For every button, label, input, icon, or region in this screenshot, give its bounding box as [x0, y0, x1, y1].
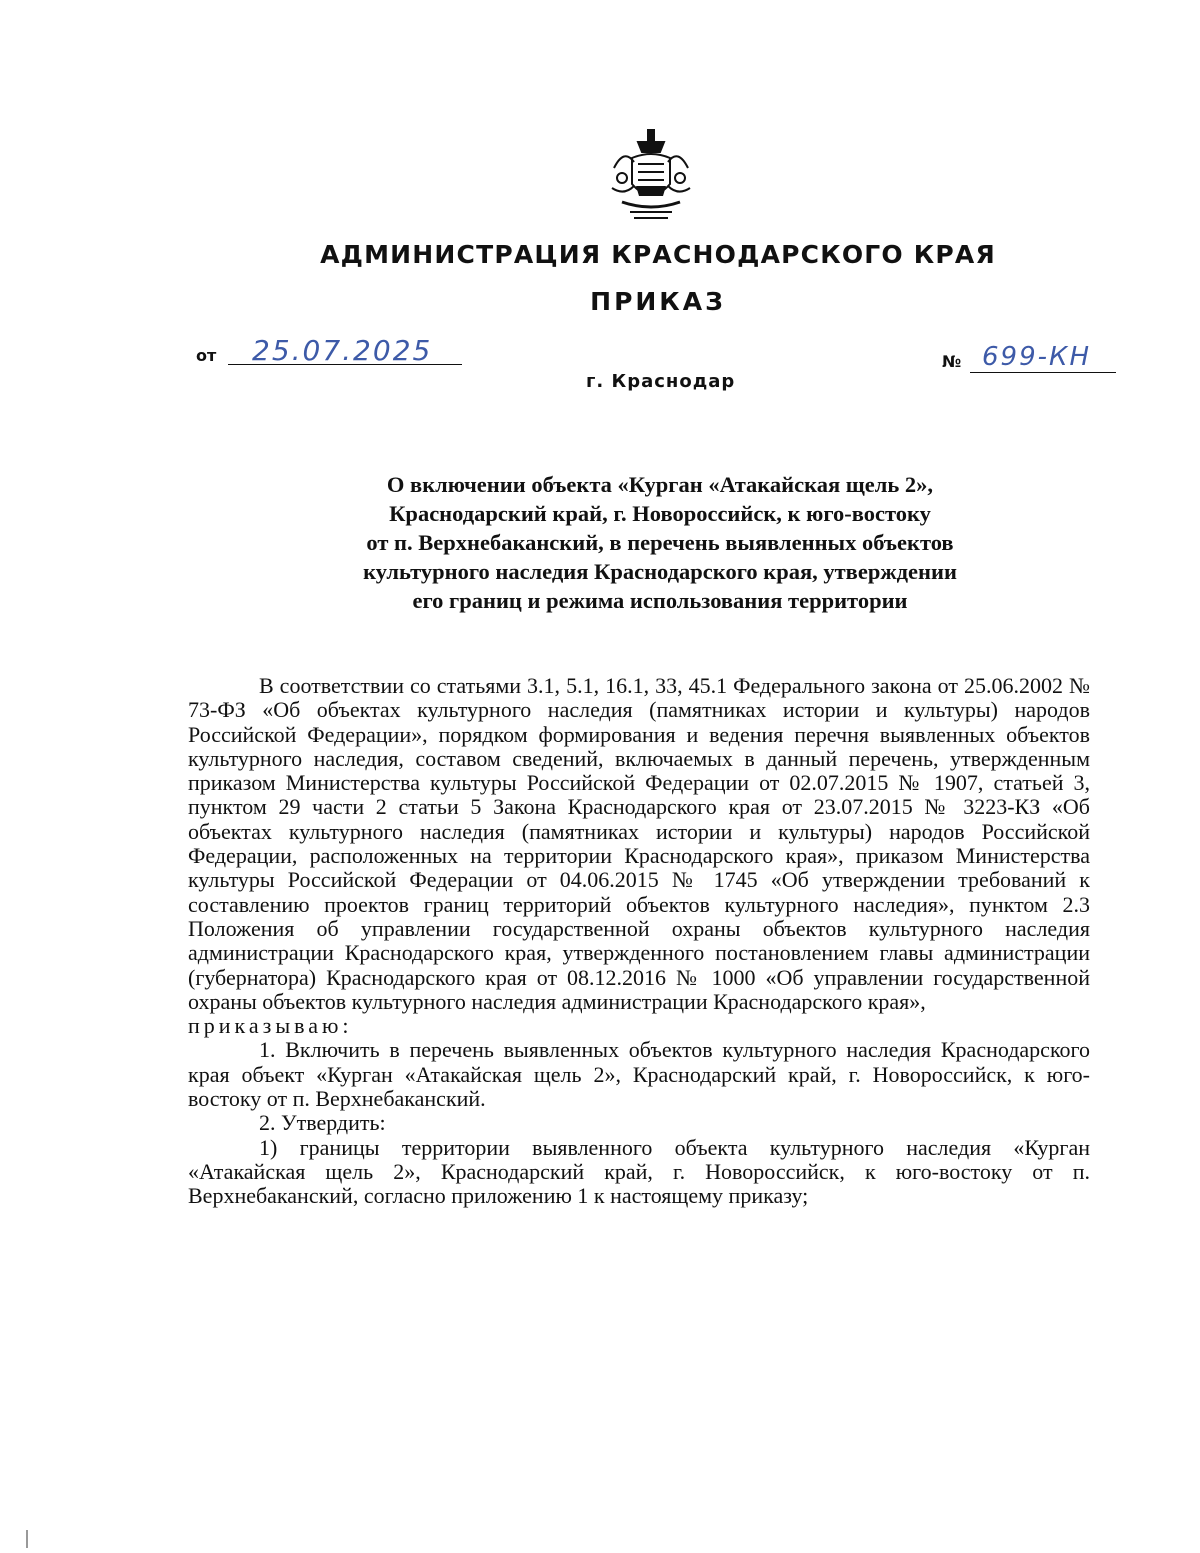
item-2-paragraph: 2. Утвердить:: [259, 1110, 386, 1136]
organization-name: АДМИНИСТРАЦИЯ КРАСНОДАРСКОГО КРАЯ: [320, 240, 996, 269]
handwritten-date: 25.07.2025: [252, 334, 433, 367]
number-label: №: [942, 352, 962, 371]
order-word: приказываю:: [188, 1013, 353, 1039]
document-body: [188, 674, 1090, 1209]
title-line: Краснодарский край, г. Новороссийск, к юго-востоку: [389, 501, 931, 526]
title-line: О включении объекта «Курган «Атакайская щель 2»,: [386, 472, 934, 497]
item-2-1-paragraph: 1) границы территории выявленного объекта культурного наследия «Курган «Атакайская щель 2», Краснодарский край, г. Новороссийск, к юго-востоку от п. Верхнебаканский, согласно приложению 1 к настоящему приказу;: [188, 1134, 1090, 1209]
city-name: г. Краснодар: [586, 371, 736, 392]
document-type: ПРИКАЗ: [590, 287, 726, 316]
title-line: его границ и режима использования территории: [412, 588, 908, 613]
item-1-paragraph: 1. Включить в перечень выявленных объектов культурного наследия Краснодарского края объект «Курган «Атакайская щель 2», Краснодарский край, г. Новороссийск, к юго-востоку от п. Верхнебаканский.: [188, 1037, 1090, 1112]
preamble-paragraph: В соответствии со статьями 3.1, 5.1, 16.1, 33, 45.1 Федерального закона от 25.06.2002 № 73-ФЗ «Об объектах культурного наследия (памятниках истории и культуры) народов Российской Федерации», порядком формирования и ведения перечня выявленных объектов культурного наследия, составом сведений, включаемых в данный перечень, утвержденным приказом Министерства культуры Российской Федерации от 02.07.2015 № 1907, статьей 3, пунктом 29 части 2 статьи 5 Закона Краснодарского края от 23.07.2015 № 3223-КЗ «Об объектах культурного наследия (памятниках истории и культуры) народов Российской Федерации, расположенных на территории Краснодарского края», приказом Министерства культуры Российской Федерации от 04.06.2015 № 1745 «Об утверждении требований к составлению проектов границ территорий объектов культурного наследия», пунктом 2.3 Положения об управлении государственной охраны объектов культурного наследия администрации Краснодарского края, утвержденного постановлением главы администрации (губернатора) Краснодарского края от 08.12.2016 № 1000 «Об управлении государственной охраны объектов культурного наследия администрации Краснодарского края»,: [188, 673, 1090, 1014]
title-line: культурного наследия Краснодарского края, утверждении: [363, 559, 957, 584]
date-label: от: [196, 346, 217, 365]
title-line: от п. Верхнебаканский, в перечень выявленных объектов: [366, 530, 954, 555]
document-title: [160, 470, 1160, 615]
coat-of-arms-emblem: [608, 128, 694, 224]
scan-margin-mark: [26, 1530, 28, 1548]
number-underline: [970, 372, 1116, 373]
handwritten-number: 699-КН: [982, 342, 1092, 372]
